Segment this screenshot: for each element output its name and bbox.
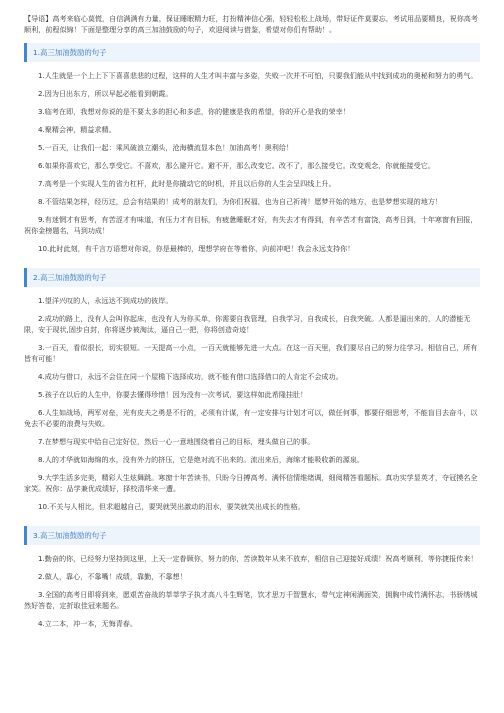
- paragraph: 4.聚精会神，精益求精。: [38, 125, 116, 134]
- section-header: 1.高三加油鼓励的句子: [24, 43, 480, 62]
- paragraph: 3.一百天，看似很长，切实很短。一天提高一小点，一百天就能够先进一大点。在这一百天里，我们要尽自己的努力往学习。相信自己，所有皆有可能！: [24, 343, 478, 363]
- paragraph: 6.人生如战场，两军对垒，光有皮夫之勇是不行的，必须有计谋，有一定安排与计划才可以，做任何事，都要仔细思考，不能盲目去奋斗，以免去不必要的浪费与失败。: [24, 408, 478, 428]
- paragraph: 8.不管结果怎样，经历过，总会有结果的！成考的朋友们，为你们祝福，也为自己祈祷！愿梦开始的地方，也是梦想实现的地方！: [38, 197, 443, 206]
- paragraph: 2.做人，靠心，不靠嘴！成绩，靠勤，不靠想！: [38, 572, 187, 581]
- paragraph: 2.因为日出东方，所以早起必能看到朝霞。: [38, 89, 173, 98]
- paragraph: 10.此时此刻，有千言万语想对你说，你是最棒的，理想学府在等着你，向前冲吧！我会永远支持你！: [38, 244, 355, 253]
- intro-text: 【导语】高考来临心莫慌，自信满满有力量，保证睡眠精力旺，打扮精神信心强，轻轻松松上战场，带好证件莫要忘，考试用品要精良，祝你高考顺利，前程似锦！下面是整理分享的高三加油鼓励的句子，欢迎阅读与借鉴，希望对你们有帮助！。: [24, 14, 478, 34]
- paragraph: 2.成功的路上，没有人会叫你起床，也没有人为你买单，你需要自我管理，自我学习，自我成长，自我突破。人都是逼出来的，人的潜能无限，安于现状,固步自封，你将逐步被淘汰，逼自己一把，你将创造奇迹！: [24, 314, 471, 334]
- section-2: [24, 268, 480, 512]
- section-1: [24, 43, 480, 254]
- paragraph: 7.高考是一个实现人生的省力杠杆，此时是你撬动它的时机，并且以后你的人生会呈四线上升。: [38, 179, 336, 188]
- paragraph: 5.孩子在以后的人生中，你要去懂得珍惜！因为没有一次考试，要这样如此希隆挂肚！: [38, 390, 308, 399]
- paragraph: 1.人生就是一个上上下下喜喜悲悲的过程，这样的人生才叫丰富与多姿，失败一次并不可怕，只要我们能从中找到成功的奥秘和努力的勇气。: [38, 71, 478, 80]
- paragraph: 5.一百天，让我们一起：乘风破浪立潮头，沧海横流显本色！加油高考！奥利给！: [38, 143, 294, 152]
- section-3: [24, 526, 480, 629]
- paragraph: 10.不关与人相比，但求超越自己，要哭就哭出激动的泪水，要笑就笑出成长的性格。: [38, 502, 305, 511]
- paragraph: 3.临考在即，我想对你说的是不要太多的担心和多虑，你的健康是我的希望，你的开心是我的荣幸！: [38, 107, 350, 116]
- paragraph: 6.如果你喜欢它，那么享受它。不喜欢，那么避开它。避不开，那么改变它。改不了，那么接受它。改变观念，你就能接受它。: [38, 161, 435, 170]
- section-header: 3.高三加油鼓励的句子: [24, 526, 480, 545]
- paragraph: 8.人的才华就如海绵的水，没有外力的挤压，它是绝对流不出来的。流出来后，海绵才能吸收新的源泉。: [38, 455, 364, 464]
- section-header: 2.高三加油鼓励的句子: [24, 268, 480, 287]
- paragraph: 4.成功与借口，永远不会住在同一个屋檐下选择成功，就不能有借口选择借口的人肯定不会成功。: [38, 372, 343, 381]
- paragraph: 1.望洋兴叹的人，永远达不到成功的彼岸。: [38, 296, 173, 305]
- section-gap: [24, 519, 480, 522]
- paragraph: 9.有迷惘才有思考，有苦涩才有味道，有压力才有目标，有疲惫睡眠才好，有失去才有得到，有辛苦才有富饶，高考日到，十年寒窗有回报，祝你金榜题名，马到功成！: [24, 215, 478, 235]
- paragraph: 7.在梦想与现实中给自己定好位，然后一心一意地围绕着自己的目标，埋头做自己的事。: [38, 437, 315, 446]
- paragraph: 1.勤奋的你，已经努力坚持到这里，上天一定眷顾你，努力的你，苦读数年从来不放弃，相信自己迎接好成绩！祝高考顺利，等你捷报传来！: [38, 554, 478, 563]
- section-gap: [24, 261, 480, 264]
- paragraph: 3.全国的高考日即将到来，愿艰苦奋战的莘莘学子执才高八斗生辉笔，饮才思万千智慧水，带气定神闲满面笑，拥胸中成竹满怀志，书骄绣城然好答卷，定折取佳冠来题名。: [24, 590, 478, 610]
- paragraph: 4.立二本，冲一本，无悔青春。: [38, 619, 137, 628]
- paragraph: 9.大学生活多完美，精彩人生炫舞跳。寒窗十年苦读书，只盼今日搏高考。满怀信情维绪调，细阅精答看题标。真功实学显英才，夺冠摸名全家笑。祝你：品学兼优成绩好，择校清华来一遭。: [24, 473, 478, 493]
